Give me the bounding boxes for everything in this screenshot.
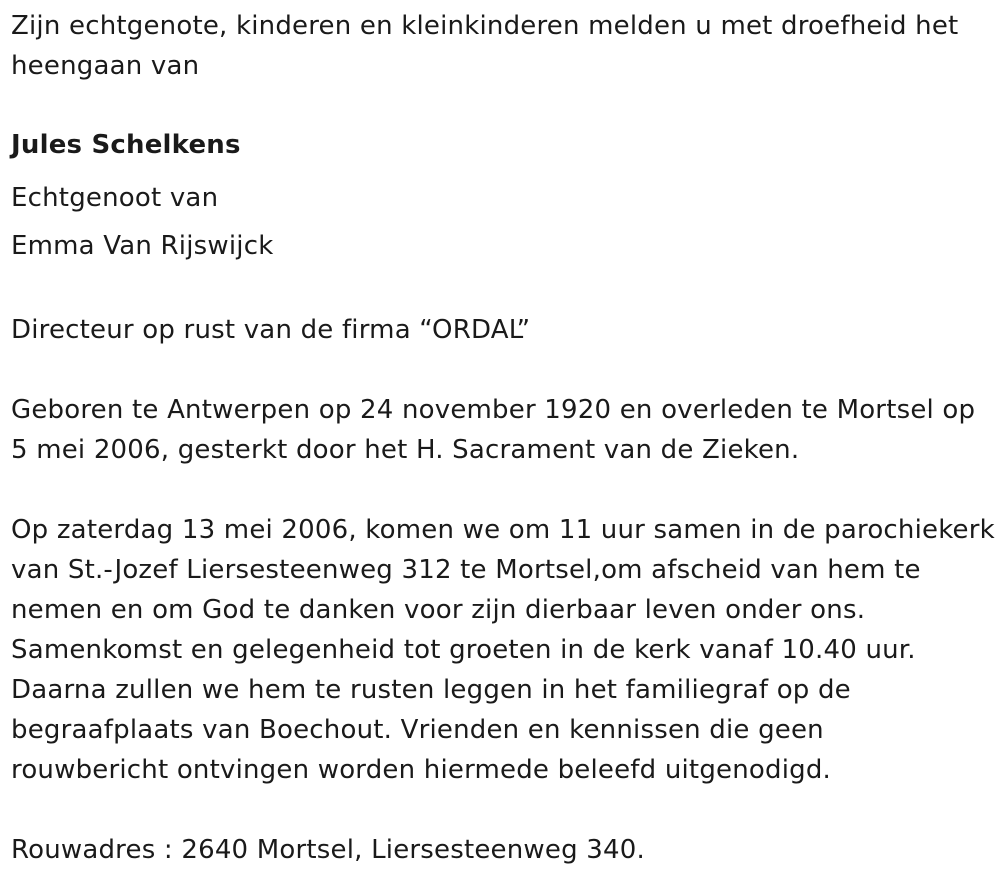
birth-death-line: 5 mei 2006, gesterkt door het H. Sacrament van de Zieken.: [11, 435, 800, 465]
address-line: Rouwadres : 2640 Mortsel, Liersesteenweg 340.: [11, 835, 645, 865]
intro-line: heengaan van: [11, 51, 200, 81]
deceased-name: Jules Schelkens: [11, 130, 241, 160]
occupation-line: Directeur op rust van de firma “ORDAL”: [11, 315, 531, 345]
ceremony-line: van St.-Jozef Liersesteenweg 312 te Mortsel,om afscheid van hem te: [11, 555, 921, 585]
ceremony-line: Op zaterdag 13 mei 2006, komen we om 11 uur samen in de parochiekerk: [11, 515, 995, 545]
spouse-name: Emma Van Rijswijck: [11, 231, 274, 261]
obituary-document: [11, 6, 996, 870]
birth-death-line: Geboren te Antwerpen op 24 november 1920 en overleden te Mortsel op: [11, 395, 976, 425]
intro-line: Zijn echtgenote, kinderen en kleinkinderen melden u met droefheid het: [11, 11, 959, 41]
ceremony-line: begraafplaats van Boechout. Vrienden en kennissen die geen: [11, 715, 824, 745]
spouse-label: Echtgenoot van: [11, 183, 219, 213]
ceremony-line: rouwbericht ontvingen worden hiermede beleefd uitgenodigd.: [11, 755, 832, 785]
birth-death-paragraph: [11, 390, 996, 470]
ceremony-line: Samenkomst en gelegenheid tot groeten in de kerk vanaf 10.40 uur.: [11, 635, 916, 665]
intro-paragraph: [11, 6, 996, 86]
ceremony-paragraph: [11, 510, 996, 790]
ceremony-line: Daarna zullen we hem te rusten leggen in het familiegraf op de: [11, 675, 851, 705]
ceremony-line: nemen en om God te danken voor zijn dierbaar leven onder ons.: [11, 595, 866, 625]
